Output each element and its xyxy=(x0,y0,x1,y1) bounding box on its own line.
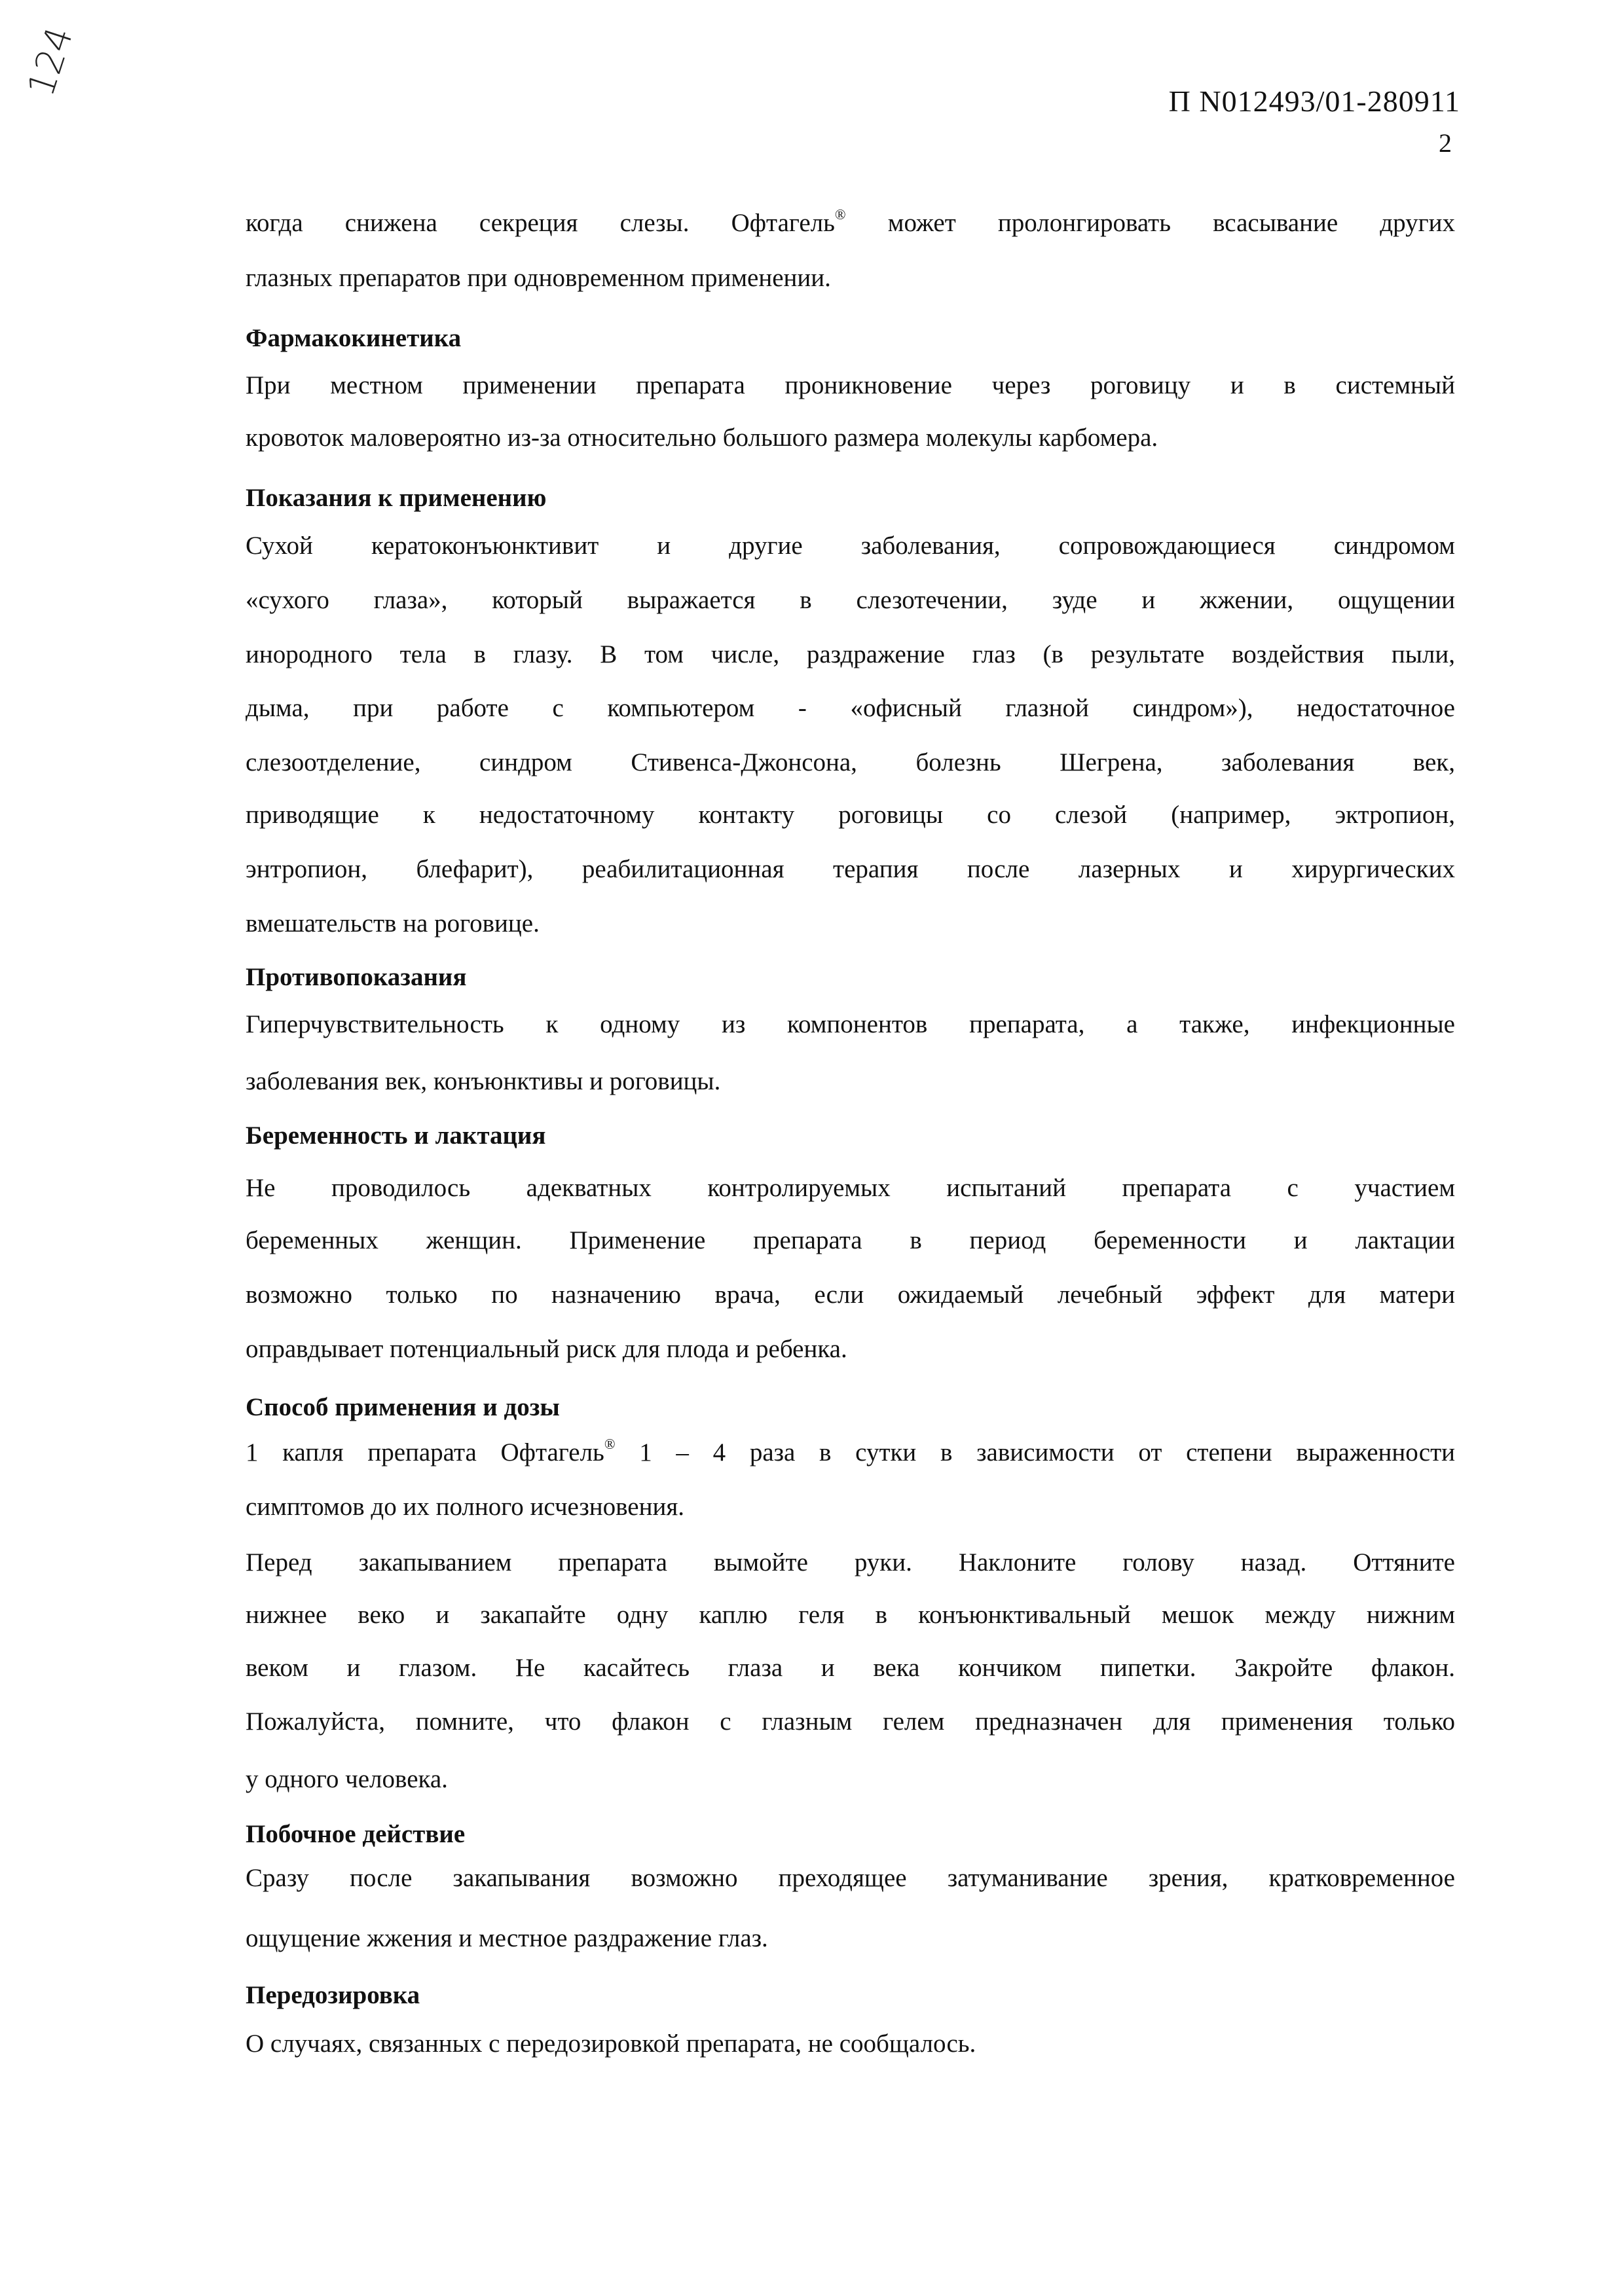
paragraph-line: возможно только по назначению врача, если ожидаемый лечебный эффект для матери xyxy=(246,1281,1455,1309)
paragraph-line: заболевания век, конъюнктивы и роговицы. xyxy=(246,1067,721,1095)
paragraph-line: О случаях, связанных с передозировкой препарата, не сообщалось. xyxy=(246,2030,976,2058)
paragraph-line: энтропион, блефарит), реабилитационная терапия после лазерных и хирургических xyxy=(246,855,1455,883)
section-heading: Способ применения и дозы xyxy=(246,1393,560,1421)
paragraph-line: ощущение жжения и местное раздражение глаз. xyxy=(246,1924,768,1952)
paragraph-line: Гиперчувствительность к одному из компонентов препарата, а также, инфекционные xyxy=(246,1010,1455,1038)
paragraph-line: дыма, при работе с компьютером - «офисный глазной синдром»), недостаточное xyxy=(246,694,1455,722)
paragraph-line: Сразу после закапывания возможно преходящее затуманивание зрения, кратковременное xyxy=(246,1864,1455,1892)
paragraph-line: При местном применении препарата проникновение через роговицу и в системный xyxy=(246,371,1455,399)
document-number: П N012493/01-280911 xyxy=(1168,84,1460,118)
paragraph-line: глазных препаратов при одновременном применении. xyxy=(246,264,831,292)
paragraph-line: слезоотделение, синдром Стивенса-Джонсона, болезнь Шегрена, заболевания век, xyxy=(246,748,1455,776)
page-number: 2 xyxy=(1439,128,1452,158)
paragraph-line: симптомов до их полного исчезновения. xyxy=(246,1493,685,1521)
paragraph-line: Перед закапыванием препарата вымойте руки. Наклоните голову назад. Оттяните xyxy=(246,1548,1455,1576)
paragraph-line: приводящие к недостаточному контакту роговицы со слезой (например, эктропион, xyxy=(246,801,1455,829)
paragraph-line: веком и глазом. Не касайтесь глаза и века кончиком пипетки. Закройте флакон. xyxy=(246,1654,1455,1682)
paragraph-line: вмешательств на роговице. xyxy=(246,909,540,938)
section-heading: Передозировка xyxy=(246,1981,420,2009)
section-heading: Фармакокинетика xyxy=(246,324,462,352)
paragraph-line: у одного человека. xyxy=(246,1765,448,1793)
paragraph-line: Пожалуйста, помните, что флакон с глазным гелем предназначен для применения только xyxy=(246,1707,1455,1736)
paragraph-line: беременных женщин. Применение препарата в период беременности и лактации xyxy=(246,1226,1455,1254)
registered-mark: ® xyxy=(834,208,846,223)
handwritten-page-mark: 124 xyxy=(20,22,82,102)
paragraph-line: Не проводилось адекватных контролируемых испытаний препарата с участием xyxy=(246,1174,1455,1202)
paragraph-line: кровоток маловероятно из-за относительно большого размера молекулы карбомера. xyxy=(246,424,1158,452)
paragraph-line: «сухого глаза», который выражается в слезотечении, зуде и жжении, ощущении xyxy=(246,586,1455,614)
section-heading: Беременность и лактация xyxy=(246,1121,546,1150)
paragraph-line: нижнее веко и закапайте одну каплю геля в конъюнктивальный мешок между нижним xyxy=(246,1601,1455,1629)
paragraph-line: Сухой кератоконъюнктивит и другие заболевания, сопровождающиеся синдромом xyxy=(246,532,1455,560)
registered-mark: ® xyxy=(604,1438,616,1452)
section-heading: Противопоказания xyxy=(246,963,467,991)
section-heading: Побочное действие xyxy=(246,1820,466,1848)
section-heading: Показания к применению xyxy=(246,484,547,512)
paragraph-line: когда снижена секреция слезы. Офтагель® может пролонгировать всасывание других xyxy=(246,208,1455,238)
paragraph-line: оправдывает потенциальный риск для плода и ребенка. xyxy=(246,1335,847,1363)
paragraph-line: инородного тела в глазу. В том числе, раздражение глаз (в результате воздействия пыли, xyxy=(246,640,1455,668)
paragraph-line: 1 капля препарата Офтагель® 1 – 4 раза в сутки в зависимости от степени выраженности xyxy=(246,1438,1455,1468)
